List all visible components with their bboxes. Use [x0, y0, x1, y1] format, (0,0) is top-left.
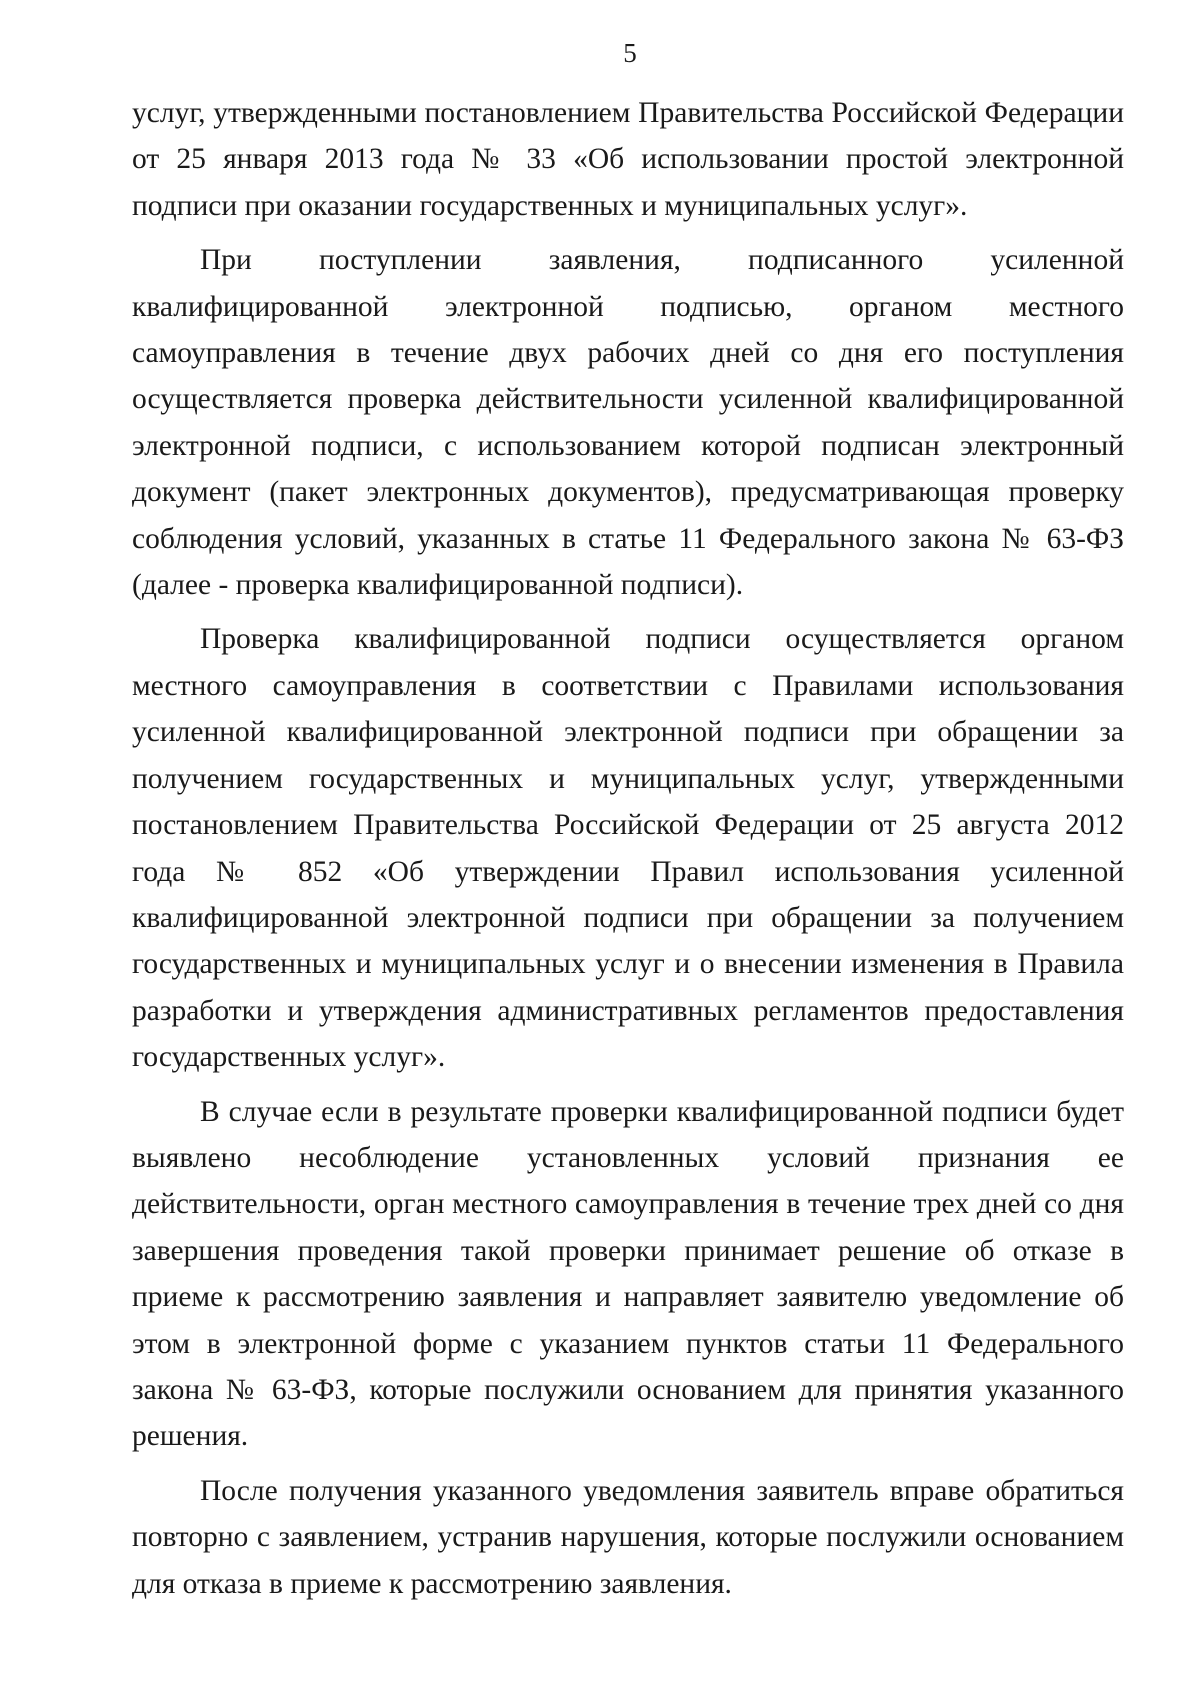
page-number: 5	[623, 38, 637, 68]
paragraph-signature-receipt: При поступлении заявления, подписанного усиленной квалифицированной электронной подписью, органом местного самоуправления в течение двух рабочих дней со дня его поступления осуществляется проверка действительности усиленной квалифицированной электронной подписи, с использованием которой подписан электронный документ (пакет электронных документов), предусматривающая проверку соблюдения условий, указанных в статье 11 Федерального закона № 63-ФЗ (далее - проверка квалифицированной подписи).	[132, 244, 1124, 602]
paragraph-continuation: услуг, утвержденными постановлением Правительства Российской Федерации от 25 января 2013 года № 33 «Об использовании простой электронной подписи при оказании государственных и муниципальных услуг».	[132, 97, 1124, 222]
document-body	[132, 90, 1124, 1607]
paragraph-resubmission: После получения указанного уведомления заявитель вправе обратиться повторно с заявлением, устранив нарушения, которые послужили основанием для отказа в приеме к рассмотрению заявления.	[132, 1474, 1124, 1600]
paragraph-signature-verification: Проверка квалифицированной подписи осуществляется органом местного самоуправления в соответствии с Правилами использования усиленной квалифицированной электронной подписи при обращении за получением государственных и муниципальных услуг, утвержденными постановлением Правительства Российской Федерации от 25 августа 2012 года № 852 «Об утверждении Правил использования усиленной квалифицированной электронной подписи при обращении за получением государственных и муниципальных услуг и о внесении изменения в Правила разработки и утверждения административных регламентов предоставления государственных услуг».	[132, 623, 1124, 1074]
paragraph-verification-failure: В случае если в результате проверки квалифицированной подписи будет выявлено несоблюдение установленных условий признания ее действительности, орган местного самоуправления в течение трех дней со дня завершения проведения такой проверки принимает решение об отказе в приеме к рассмотрению заявления и направляет заявителю уведомление об этом в электронной форме с указанием пунктов статьи 11 Федерального закона № 63-ФЗ, которые послужили основанием для принятия указанного решения.	[132, 1095, 1124, 1453]
